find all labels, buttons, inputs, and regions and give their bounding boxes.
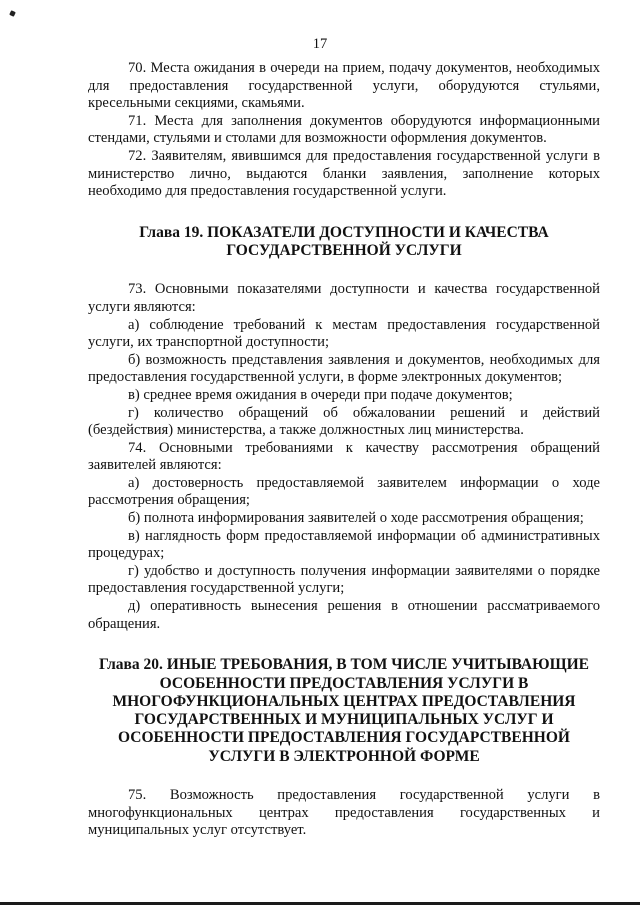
paragraph-73-v: в) среднее время ожидания в очереди при подаче документов; — [128, 386, 513, 403]
page-number: 17 — [312, 36, 328, 52]
chapter-20-heading: Глава 20. ИНЫЕ ТРЕБОВАНИЯ, В ТОМ ЧИСЛЕ УЧИТЫВАЮЩИЕ ОСОБЕННОСТИ ПРЕДОСТАВЛЕНИЯ УСЛУГИ В МНОГОФУНКЦИОНАЛЬНЫХ ЦЕНТРАХ ПРЕДОСТАВЛЕНИЯ ГОСУДАРСТВЕННЫХ И МУНИЦИПАЛЬНЫХ УСЛУГ И ОСОБЕННОСТИ ПРЕДОСТАВЛЕНИЯ ГОСУДАРСТВЕННОЙ УСЛУГИ В ЭЛЕКТРОННОЙ ФОРМЕ — [98, 656, 589, 765]
paragraph-75: 75. Возможность предоставления государственной услуги в многофункциональных центрах предоставления государственных и муниципальных услуг отсутствует. — [88, 787, 600, 839]
paragraph-74: 74. Основными требованиями к качеству рассмотрения обращений заявителей являются: — [88, 439, 600, 474]
paragraph-74-g: г) удобство и доступность получения информации заявителями о порядке предоставления государственной услуги; — [88, 562, 600, 597]
paragraph-74-a: а) достоверность предоставляемой заявителем информации о ходе рассмотрения обращения; — [88, 474, 600, 509]
paragraph-74-d: д) оперативность вынесения решения в отношении рассматриваемого обращения. — [88, 598, 600, 632]
paragraph-70: 70. Места ожидания в очереди на прием, подачу документов, необходимых для предоставления государственной услуги, оборудуются стульями, кресельными секциями, скамьями. — [88, 60, 600, 112]
document-body — [88, 60, 600, 840]
paragraph-73-a: а) соблюдение требований к местам предоставления государственной услуги, их транспортной доступности; — [88, 316, 600, 351]
paragraph-73: 73. Основными показателями доступности и качества государственной услуги являются: — [88, 281, 600, 315]
scan-speck — [9, 10, 16, 17]
paragraph-74-b: б) полнота информирования заявителей о ходе рассмотрения обращения; — [128, 510, 584, 527]
paragraph-72: 72. Заявителям, явившимся для предоставления государственной услуги в министерство лично, выдаются бланки заявления, заполнение которых необходимо для предоставления государственной услуги. — [88, 147, 600, 200]
paragraph-74-v: в) наглядность форм предоставляемой информации об административных процедурах; — [88, 527, 600, 562]
paragraph-71: 71. Места для заполнения документов оборудуются информационными стендами, стульями и столами для возможности оформления документов. — [88, 112, 600, 147]
chapter-19-heading: Глава 19. ПОКАЗАТЕЛИ ДОСТУПНОСТИ И КАЧЕСТВА ГОСУДАРСТВЕННОЙ УСЛУГИ — [139, 223, 549, 260]
paragraph-73-g: г) количество обращений об обжаловании решений и действий (бездействия) министерства, а также должностных лиц министерства. — [88, 404, 600, 439]
paragraph-73-b: б) возможность представления заявления и документов, необходимых для предоставления государственной услуги, в форме электронных документов; — [88, 351, 600, 386]
